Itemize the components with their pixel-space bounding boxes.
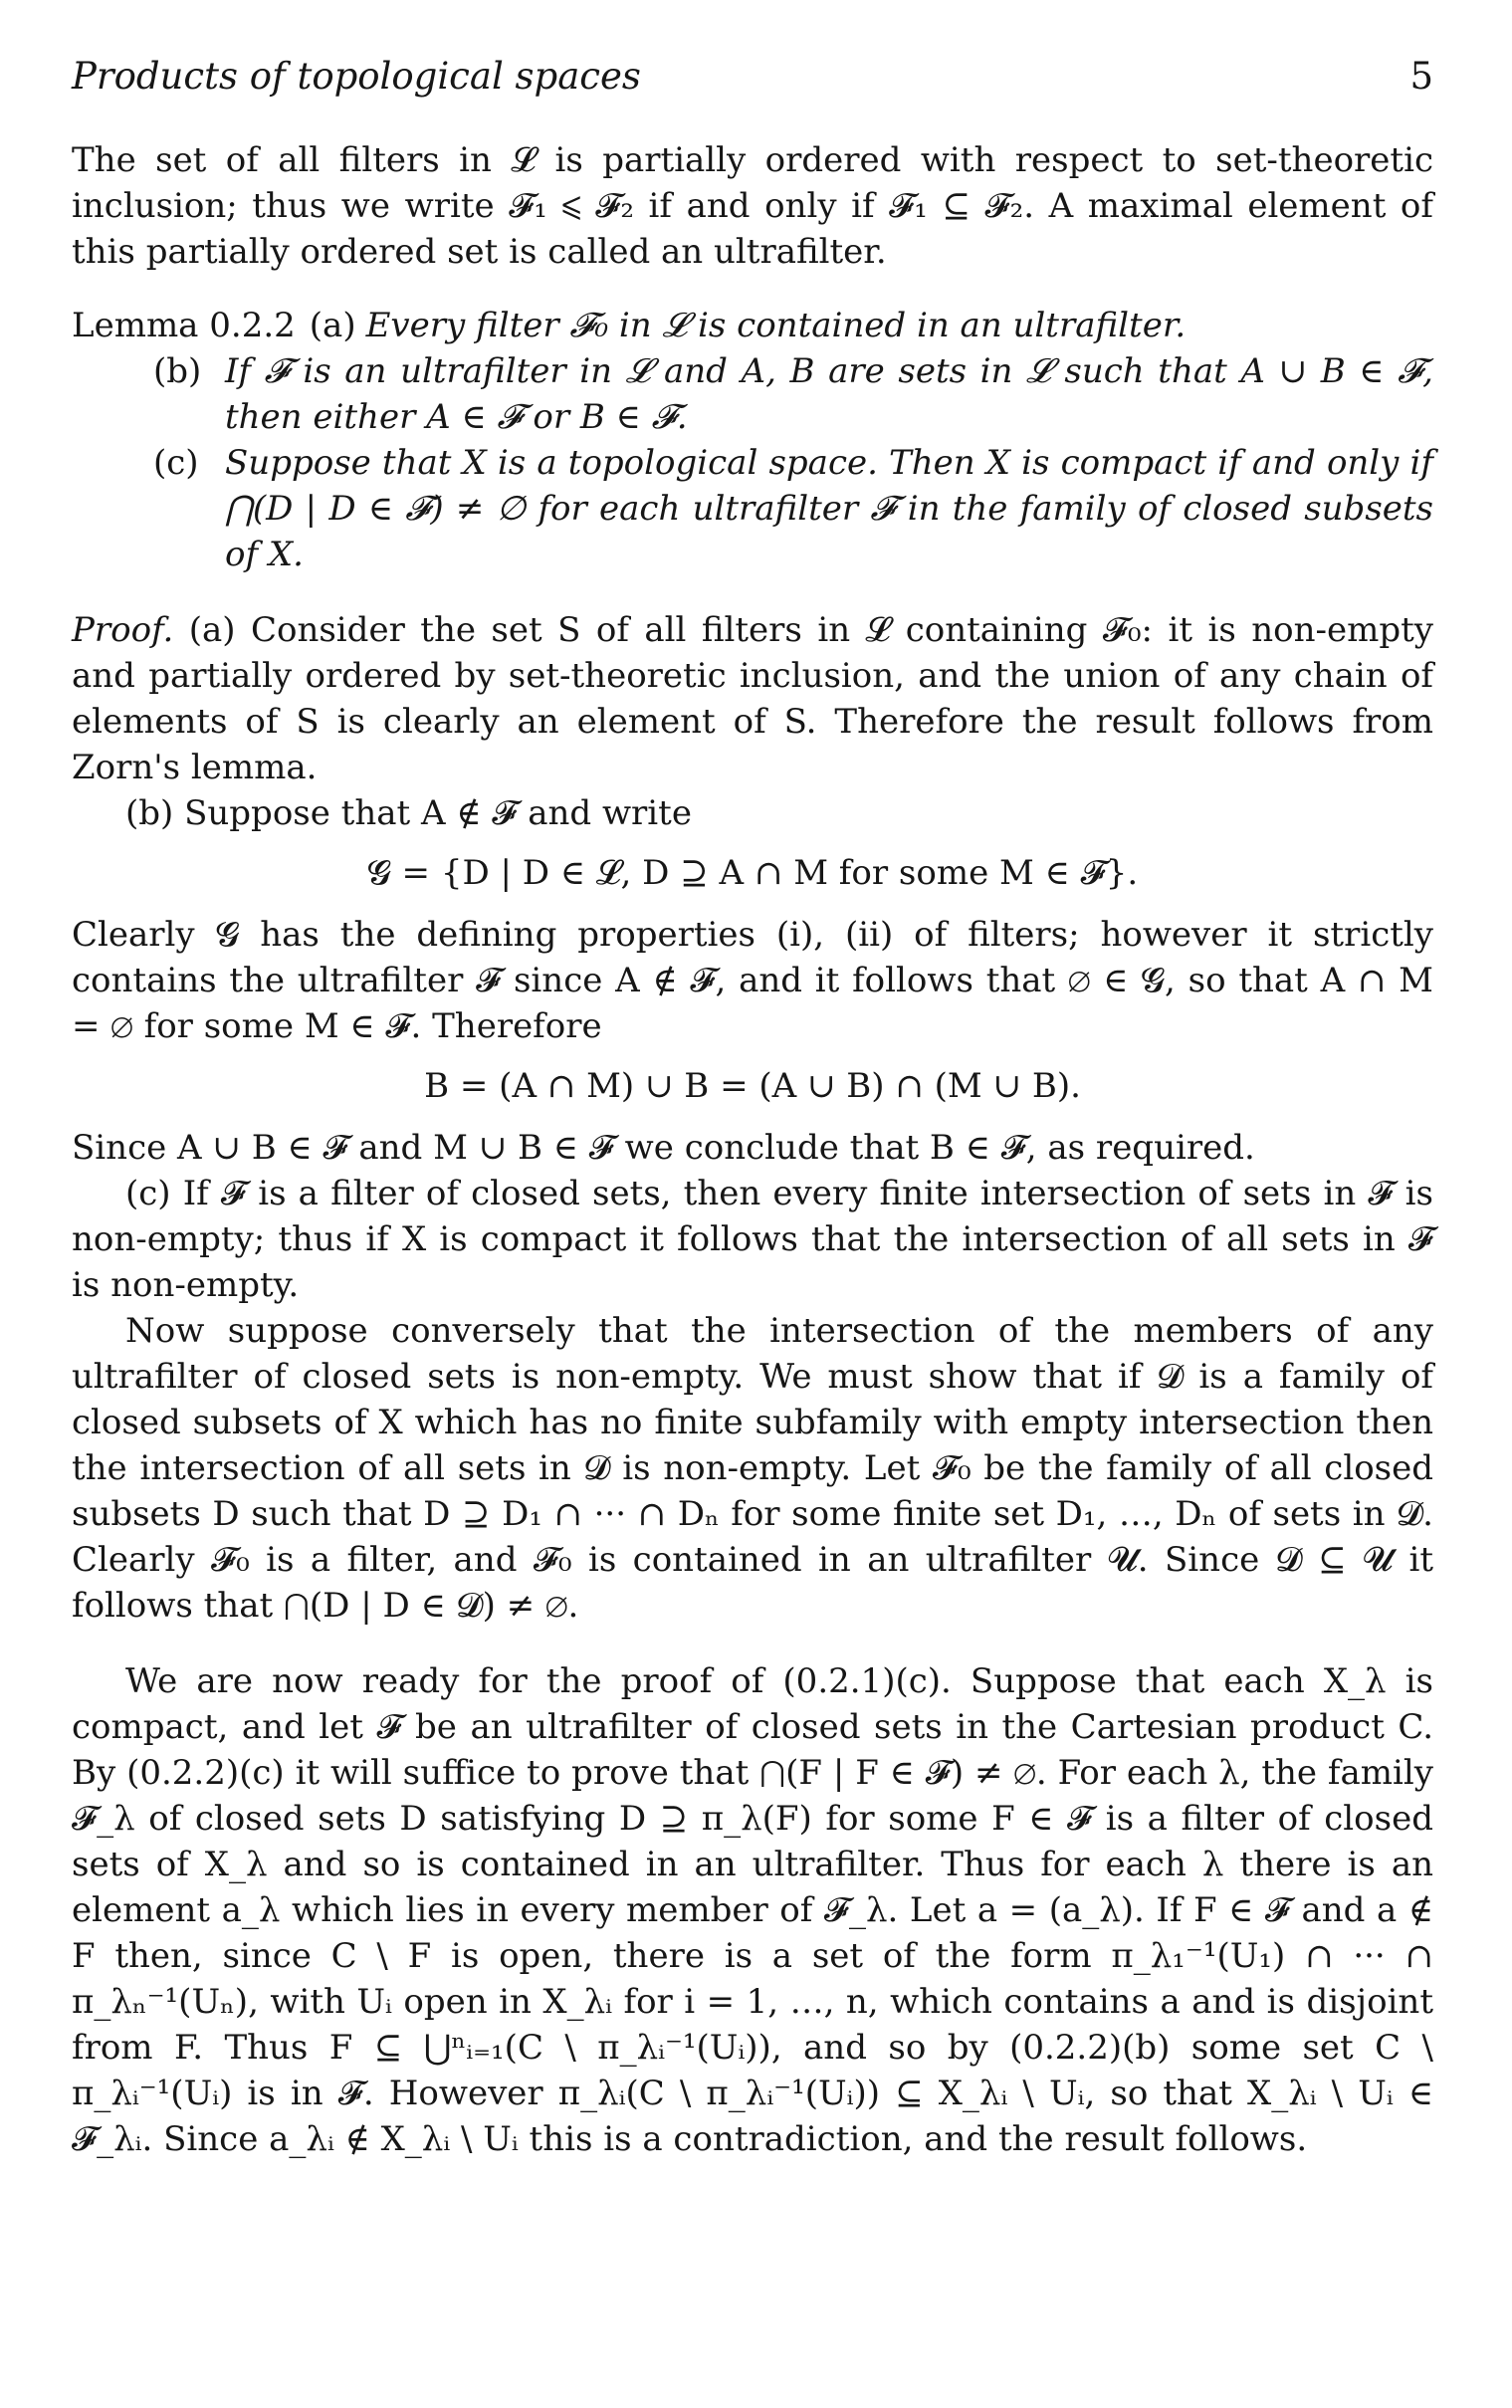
book-page — [72, 55, 1433, 2162]
proof-block — [72, 607, 1433, 1629]
lemma-part-a-text: Every filter 𝓕₀ in 𝓛 is contained in an ultrafilter. — [365, 306, 1187, 345]
display-equation-b: B = (A ∩ M) ∪ B = (A ∪ B) ∩ (M ∪ B). — [424, 1066, 1081, 1106]
running-header — [72, 55, 1433, 98]
running-title: Products of topological spaces — [72, 55, 641, 98]
proof-part-b-body: Clearly 𝓖 has the defining properties (i), (ii) of filters; however it strictly contains the ultrafilter 𝓕 since A ∉ 𝓕, and it follows that ∅ ∈ 𝓖, so that A ∩ M = ∅ for some M ∈ 𝓕. Therefore — [72, 915, 1433, 1046]
lemma-label: Lemma 0.2.2 — [72, 306, 296, 345]
lemma-part-b-label: (b) — [153, 351, 202, 391]
proof-part-c: (c) If 𝓕 is a filter of closed sets, then every finite intersection of sets in 𝓕 is non-empty; thus if X is compact it follows that the intersection of all sets in 𝓕 is non-empty. — [72, 1174, 1433, 1305]
lemma-part-b — [72, 348, 1433, 440]
lemma-part-a-label: (a) — [309, 306, 356, 345]
proof-part-a-text: (a) Consider the set S of all filters in 𝓛 containing 𝓕₀: it is non-empty and partially ordered by set-theoretic inclusion, and the union of any chain of elements of S is clearly an element of S. Therefore the result follows from Zorn's lemma. — [72, 610, 1433, 787]
proof-part-c-converse: Now suppose conversely that the intersection of the members of any ultrafilter of closed sets is non-empty. We must show that if 𝓓 is a family of closed subsets of X which has no finite subfamily with empty intersection then the intersection of all sets in 𝓓 is non-empty. Let 𝓕₀ be the family of all closed subsets D such that D ⊇ D₁ ∩ ··· ∩ Dₙ for some finite set D₁, …, Dₙ of sets in 𝓓. Clearly 𝓕₀ is a filter, and 𝓕₀ is contained in an ultrafilter 𝓤. Since 𝓓 ⊆ 𝓤 it follows that ⋂(D | D ∈ 𝓓) ≠ ∅. — [72, 1311, 1433, 1626]
lemma-part-c — [72, 440, 1433, 577]
proof-part-b-end: Since A ∪ B ∈ 𝓕 and M ∪ B ∈ 𝓕 we conclude that B ∈ 𝓕, as required. — [72, 1128, 1255, 1168]
lemma-part-b-text: If 𝓕 is an ultrafilter in 𝓛 and A, B are sets in 𝓛 such that A ∪ B ∈ 𝓕, then either A ∈ 𝓕 or B ∈ 𝓕. — [225, 351, 1433, 437]
final-paragraph: We are now ready for the proof of (0.2.1)(c). Suppose that each X_λ is compact, and let 𝓕 be an ultrafilter of closed sets in the Cartesian product C. By (0.2.2)(c) it will suffice to prove that ⋂(F | F ∈ 𝓕) ≠ ∅. For each λ, the family 𝓕_λ of closed sets D satisfying D ⊇ π_λ(F) for some F ∈ 𝓕 is a filter of closed sets of X_λ and so is contained in an ultrafilter. Thus for each λ there is an element a_λ which lies in every member of 𝓕_λ. Let a = (a_λ). If F ∈ 𝓕 and a ∉ F then, since C \ F is open, there is a set of the form π_λ₁⁻¹(U₁) ∩ ··· ∩ π_λₙ⁻¹(Uₙ), with Uᵢ open in X_λᵢ for i = 1, …, n, which contains a and is disjoint from F. Thus F ⊆ ⋃ⁿᵢ₌₁(C \ π_λᵢ⁻¹(Uᵢ)), and so by (0.2.2)(b) some set C \ π_λᵢ⁻¹(Uᵢ) is in 𝓕. However π_λᵢ(C \ π_λᵢ⁻¹(Uᵢ)) ⊆ X_λᵢ \ Uᵢ, so that X_λᵢ \ Uᵢ ∈ 𝓕_λᵢ. Since a_λᵢ ∉ X_λᵢ \ Uᵢ this is a contradiction, and the result follows. — [72, 1661, 1433, 2159]
page-number: 5 — [1409, 55, 1433, 98]
display-equation-g: 𝓖 = {D | D ∈ 𝓛, D ⊇ A ∩ M for some M ∈ 𝓕}. — [366, 853, 1139, 893]
proof-part-a — [72, 607, 1433, 790]
lemma-part-a — [72, 303, 1433, 348]
proof-label: Proof. — [72, 610, 174, 650]
proof-part-b-intro: (b) Suppose that A ∉ 𝓕 and write — [125, 793, 692, 833]
lemma-part-c-text: Suppose that X is a topological space. Then X is compact if and only if ⋂(D | D ∈ 𝓕) ≠ ∅ for each ultrafilter 𝓕 in the family of closed subsets of X. — [225, 443, 1433, 574]
intro-paragraph: The set of all filters in 𝓛 is partially ordered with respect to set-theoretic inclusion; thus we write 𝓕₁ ⩽ 𝓕₂ if and only if 𝓕₁ ⊆ 𝓕₂. A maximal element of this partially ordered set is called an ultrafilter. — [72, 140, 1433, 272]
lemma-part-c-label: (c) — [153, 443, 199, 483]
lemma-block — [72, 303, 1433, 577]
